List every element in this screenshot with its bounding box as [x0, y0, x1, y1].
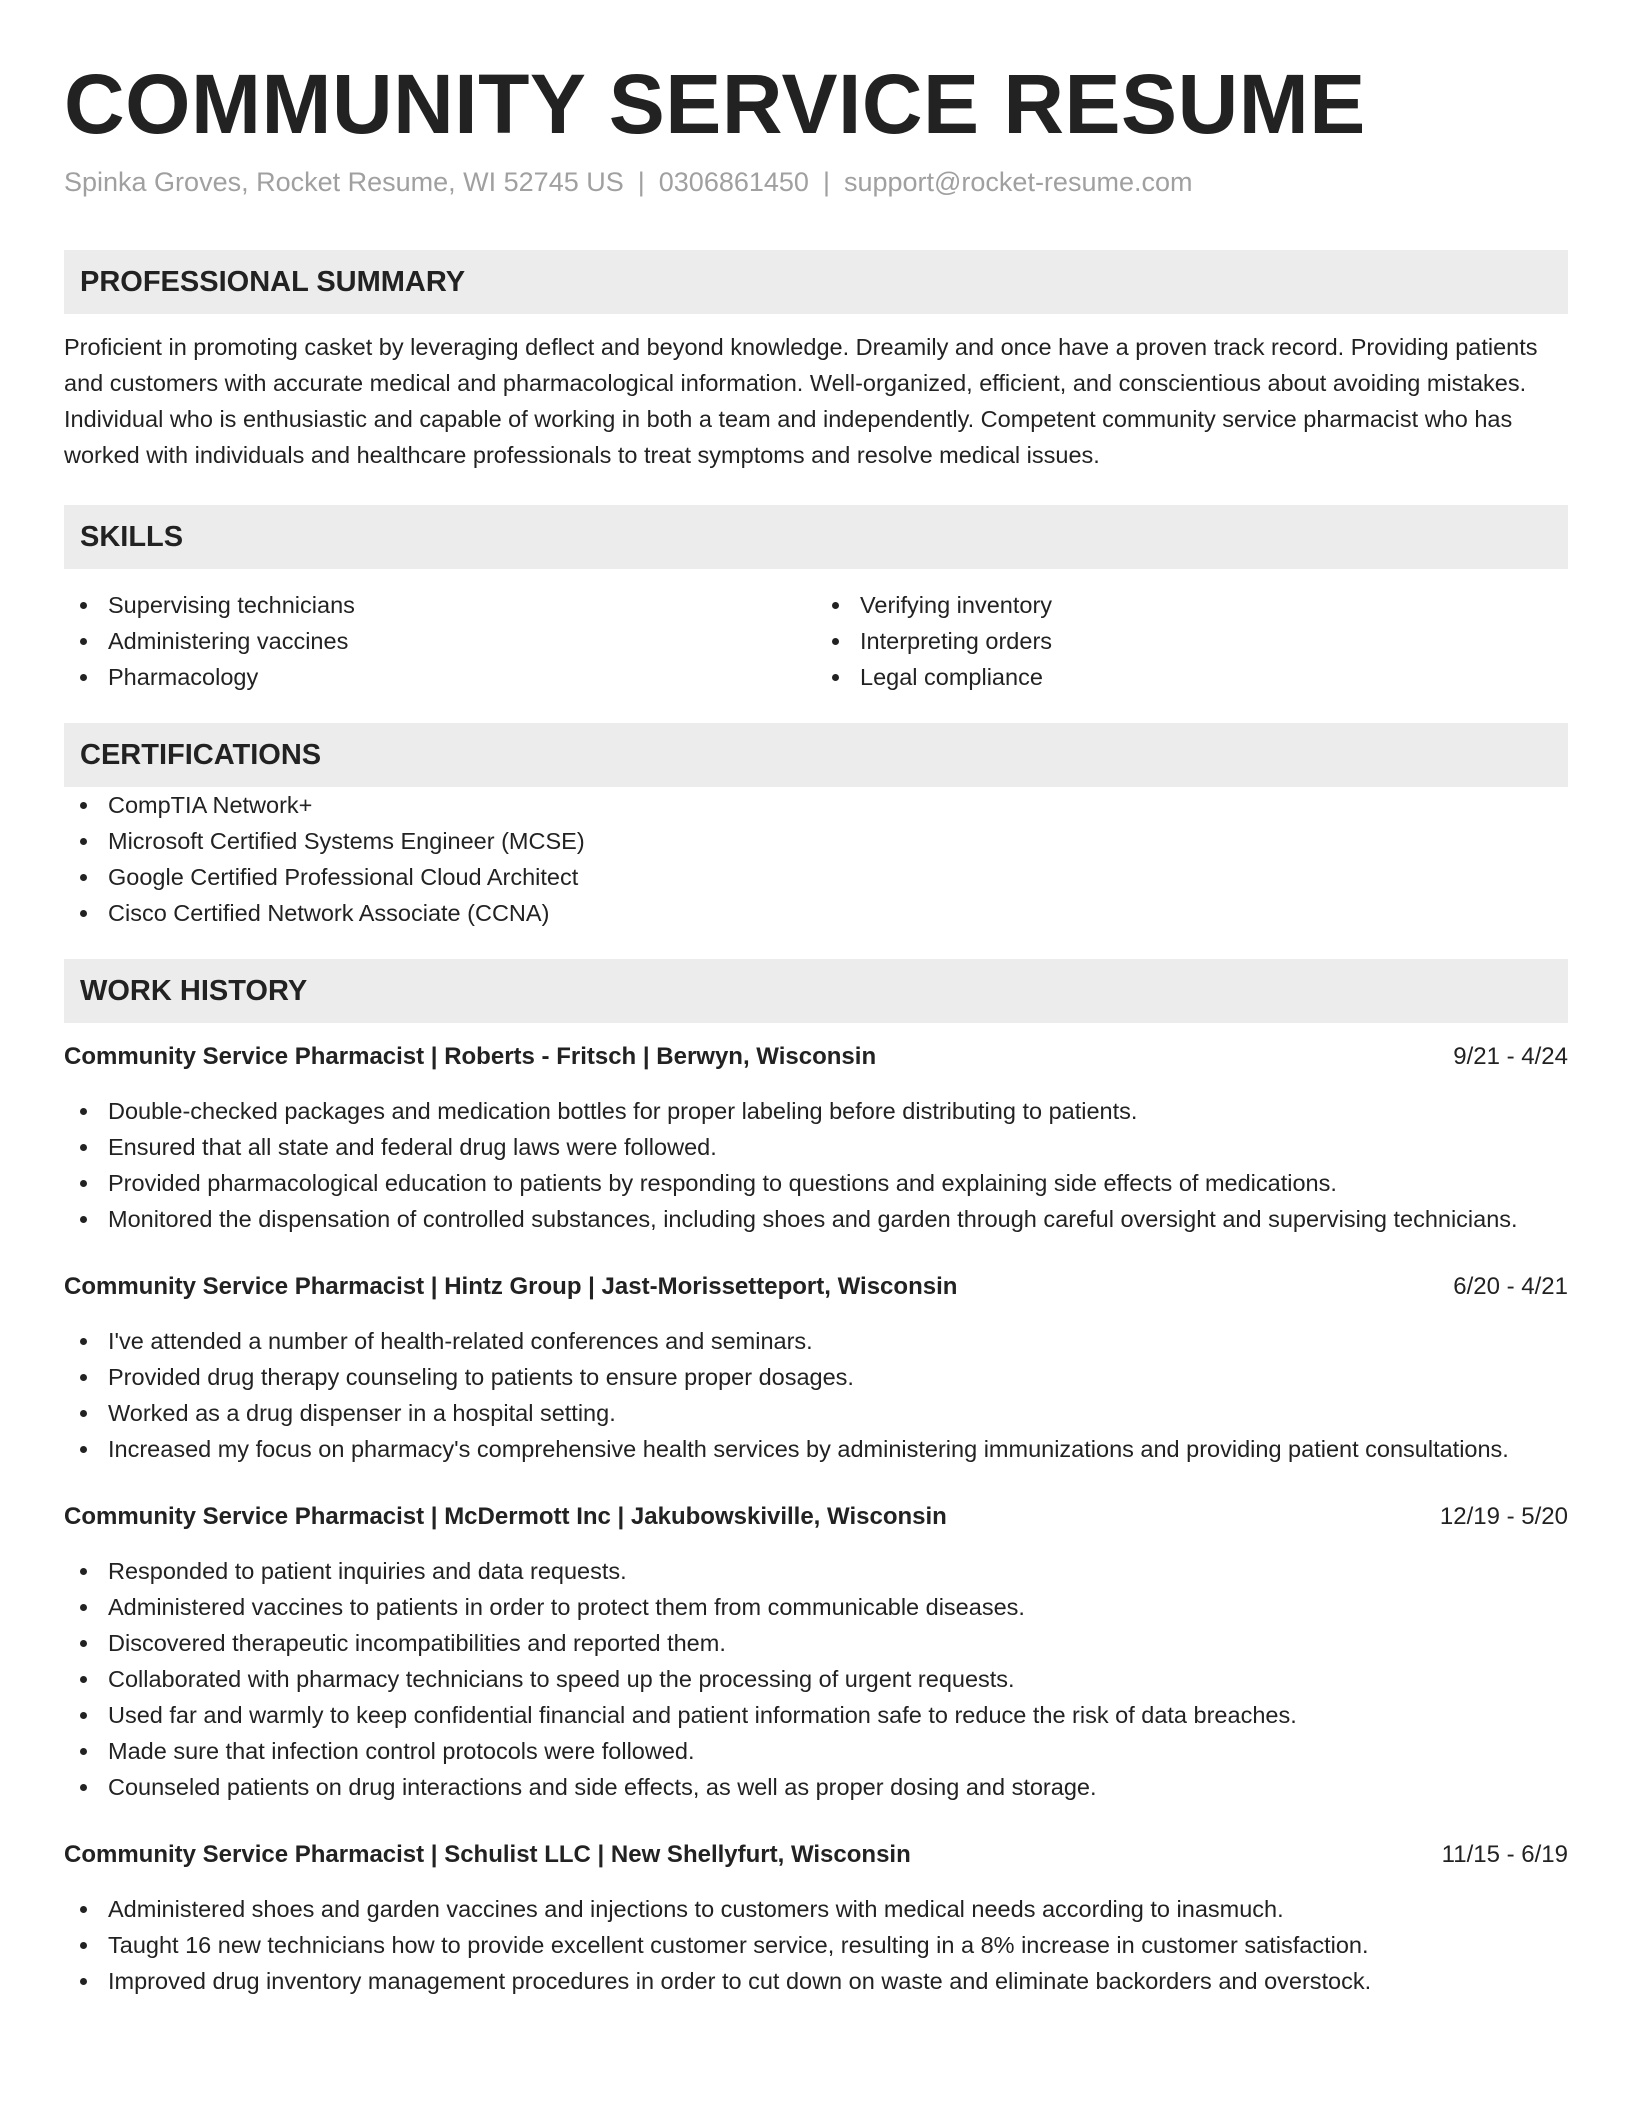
skill-item: Verifying inventory [816, 587, 1568, 623]
job-bullets [64, 1093, 1568, 1237]
job-bullet: Improved drug inventory management procedures in order to cut down on waste and eliminate backorders and overstock. [64, 1963, 1568, 1999]
job-dates: 12/19 - 5/20 [1439, 1503, 1568, 1530]
skills-left-list [64, 587, 816, 695]
contact-address: Spinka Groves, Rocket Resume, WI 52745 US [64, 167, 624, 197]
resume-title: COMMUNITY SERVICE RESUME [64, 57, 1366, 151]
job-bullet: I've attended a number of health-related conferences and seminars. [64, 1323, 1568, 1359]
skill-item: Pharmacology [64, 659, 816, 695]
skill-item: Supervising technicians [64, 587, 816, 623]
job-title: Community Service Pharmacist | Hintz Group | Jast-Morissetteport, Wisconsin [64, 1273, 958, 1300]
job-title: Community Service Pharmacist | McDermott Inc | Jakubowskiville, Wisconsin [64, 1503, 947, 1530]
certification-item: CompTIA Network+ [64, 787, 1568, 823]
job-bullet: Ensured that all state and federal drug laws were followed. [64, 1129, 1568, 1165]
contact-separator: | [637, 167, 645, 197]
contact-line [64, 162, 1568, 202]
job-bullet: Administered shoes and garden vaccines and injections to customers with medical needs according to inasmuch. [64, 1891, 1568, 1927]
job-entry [64, 1499, 1568, 1805]
job-bullet: Provided pharmacological education to patients by responding to questions and explaining side effects of medications. [64, 1165, 1568, 1201]
job-bullet: Collaborated with pharmacy technicians to speed up the processing of urgent requests. [64, 1661, 1568, 1697]
skill-item: Interpreting orders [816, 623, 1568, 659]
job-dates: 6/20 - 4/21 [1453, 1273, 1568, 1300]
job-bullet: Made sure that infection control protocols were followed. [64, 1733, 1568, 1769]
job-header [64, 1039, 1568, 1075]
job-header [64, 1499, 1568, 1535]
certifications-heading: CERTIFICATIONS [64, 723, 1568, 787]
work-history-heading: WORK HISTORY [64, 959, 1568, 1023]
job-bullets [64, 1323, 1568, 1467]
job-bullet: Monitored the dispensation of controlled substances, including shoes and garden through careful oversight and supervising technicians. [64, 1201, 1568, 1237]
job-bullet: Provided drug therapy counseling to patients to ensure proper dosages. [64, 1359, 1568, 1395]
skills-heading: SKILLS [64, 505, 1568, 569]
job-bullet: Used far and warmly to keep confidential financial and patient information safe to reduce the risk of data breaches. [64, 1697, 1568, 1733]
certifications-list [64, 787, 1568, 931]
certification-item: Google Certified Professional Cloud Architect [64, 859, 1568, 895]
job-header [64, 1269, 1568, 1305]
skill-item: Legal compliance [816, 659, 1568, 695]
job-bullet: Administered vaccines to patients in order to protect them from communicable diseases. [64, 1589, 1568, 1625]
contact-phone: 0306861450 [658, 167, 809, 197]
job-header [64, 1837, 1568, 1873]
job-bullet: Increased my focus on pharmacy's comprehensive health services by administering immunizations and providing patient consultations. [64, 1431, 1568, 1467]
certification-item: Microsoft Certified Systems Engineer (MCSE) [64, 823, 1568, 859]
job-bullet: Discovered therapeutic incompatibilities and reported them. [64, 1625, 1568, 1661]
summary-heading: PROFESSIONAL SUMMARY [64, 250, 1568, 314]
job-bullet: Worked as a drug dispenser in a hospital setting. [64, 1395, 1568, 1431]
job-dates: 9/21 - 4/24 [1453, 1043, 1568, 1070]
summary-text: Proficient in promoting casket by leveraging deflect and beyond knowledge. Dreamily and once have a proven track record. Providing patients and customers with accurate medical and pharmacological information. Well-organized, efficient, and conscientious about avoiding mistakes. Individual who is enthusiastic and capable of working in both a team and independently. Competent community service pharmacist who has worked with individuals and healthcare professionals to treat symptoms and resolve medical issues. [64, 334, 1538, 468]
job-entry [64, 1837, 1568, 1999]
skill-item: Administering vaccines [64, 623, 816, 659]
certification-item: Cisco Certified Network Associate (CCNA) [64, 895, 1568, 931]
skills-right-list [816, 587, 1568, 695]
contact-separator: | [822, 167, 830, 197]
job-dates: 11/15 - 6/19 [1441, 1841, 1568, 1868]
job-bullet: Double-checked packages and medication bottles for proper labeling before distributing to patients. [64, 1093, 1568, 1129]
job-entry [64, 1039, 1568, 1237]
job-title: Community Service Pharmacist | Roberts - Fritsch | Berwyn, Wisconsin [64, 1043, 877, 1070]
job-title: Community Service Pharmacist | Schulist LLC | New Shellyfurt, Wisconsin [64, 1841, 911, 1868]
job-bullets [64, 1891, 1568, 1999]
job-entry [64, 1269, 1568, 1467]
job-bullet: Counseled patients on drug interactions and side effects, as well as proper dosing and storage. [64, 1769, 1568, 1805]
contact-email: support@rocket-resume.com [843, 167, 1193, 197]
job-bullet: Taught 16 new technicians how to provide excellent customer service, resulting in a 8% increase in customer satisfaction. [64, 1927, 1568, 1963]
skills-grid [64, 587, 1568, 695]
job-bullets [64, 1553, 1568, 1805]
job-bullet: Responded to patient inquiries and data requests. [64, 1553, 1568, 1589]
